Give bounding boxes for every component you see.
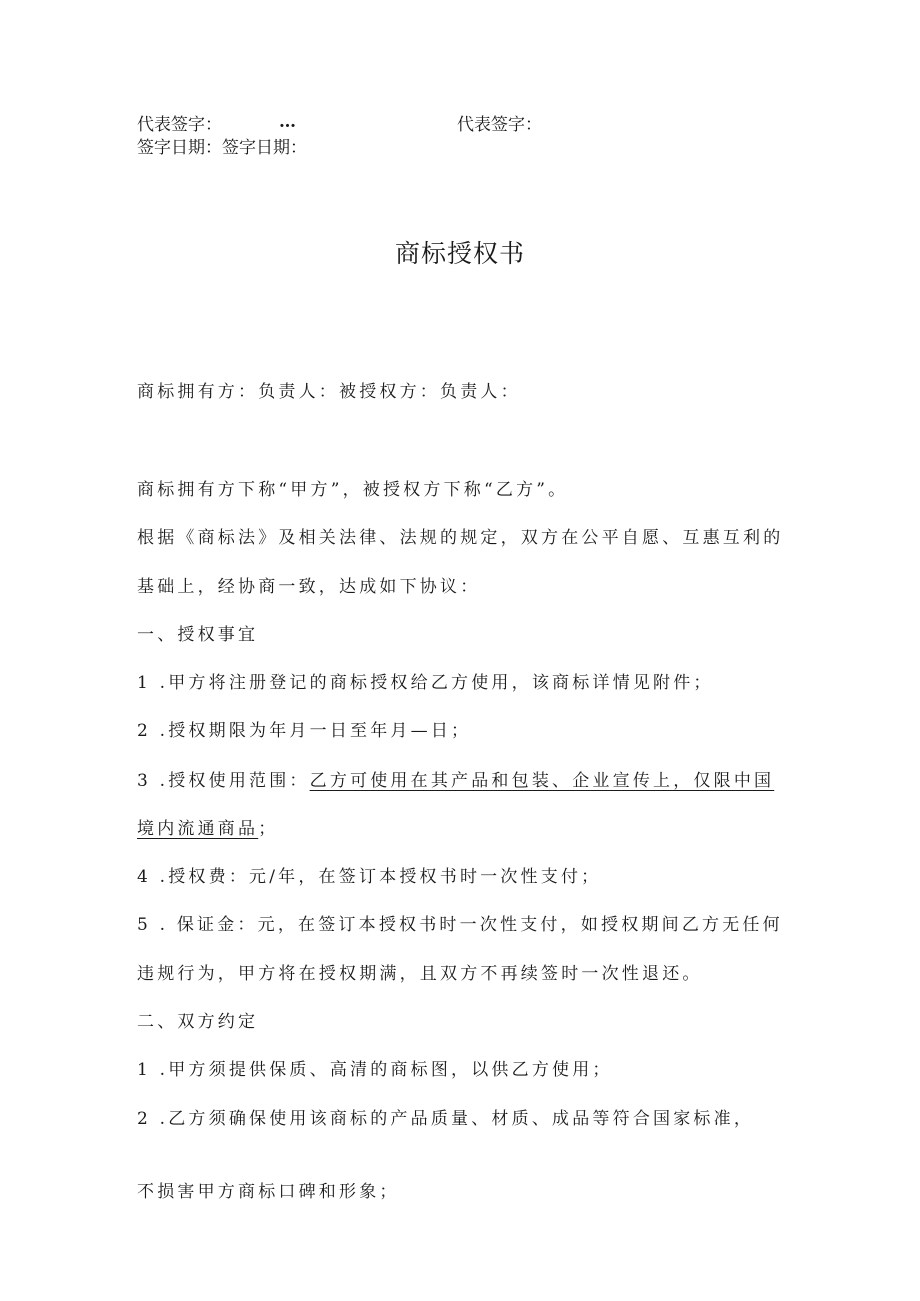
section1-item5-line1: 5 . 保证金：元，在签订本授权书时一次性支付，如授权期间乙方无任何 — [137, 915, 783, 935]
section1-item2: 2 .授权期限为年月一日至年月—日； — [137, 721, 472, 741]
section1-item5-line2: 违规行为，甲方将在授权期满，且双方不再续签时一次性退还。 — [137, 964, 703, 984]
left-signature-mark: … — [279, 112, 296, 132]
left-signature-label: 代表签字： — [137, 115, 222, 135]
section1-item3-line2 — [137, 817, 278, 841]
paragraph-definitions: 商标拥有方下称“甲方”，被授权方下称“乙方”。 — [137, 480, 569, 500]
document-title: 商标授权书 — [394, 239, 525, 268]
section2-item2: 2 .乙方须确保使用该商标的产品质量、材质、成品等符合国家标准， — [137, 1109, 755, 1129]
section2-item2-continued: 不损害甲方商标口碑和形象； — [137, 1182, 400, 1202]
right-signature-label: 代表签字： — [457, 115, 542, 135]
section2-item1: 1 .甲方须提供保质、高清的商标图，以供乙方使用； — [137, 1060, 613, 1080]
section1-item3-scope-a: 乙方可使用在其产品和包装、企业宣传上，仅限中国 — [309, 771, 775, 791]
section2-heading: 二、双方约定 — [137, 1012, 259, 1032]
section1-heading: 一、授权事宜 — [137, 625, 259, 645]
paragraph-basis-line2: 基础上，经协商一致，达成如下协议： — [137, 577, 481, 597]
section1-item4: 4 .授权费：元/年，在签订本授权书时一次性支付； — [137, 867, 602, 887]
section1-item3-prefix: 3 .授权使用范围： — [137, 771, 310, 791]
section1-item3-line1 — [137, 769, 774, 793]
section1-item3-suffix: ； — [258, 819, 279, 839]
section1-item3-scope-b: 境内流通商品 — [137, 819, 259, 839]
parties-line: 商标拥有方：负责人：被授权方：负责人： — [137, 382, 521, 402]
section1-item1: 1 .甲方将注册登记的商标授权给乙方使用，该商标详情见附件； — [137, 673, 714, 693]
paragraph-basis-line1: 根据《商标法》及相关法律、法规的规定，双方在公平自愿、互惠互利的 — [137, 528, 784, 548]
signature-date-line: 签字日期：签字日期： — [137, 138, 307, 158]
